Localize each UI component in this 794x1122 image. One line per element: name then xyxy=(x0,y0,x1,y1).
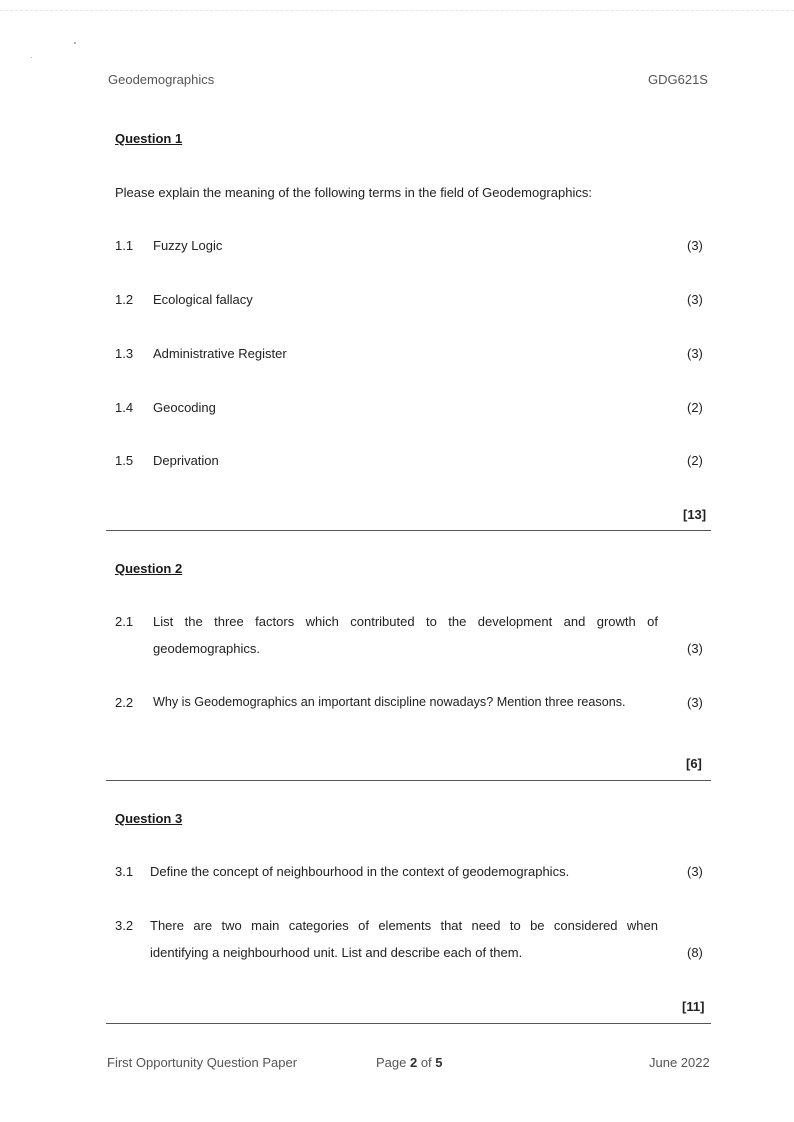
question-1-total: [13] xyxy=(683,507,707,522)
scan-speck xyxy=(74,42,76,44)
item-text: Deprivation xyxy=(153,453,219,468)
item-text: There are two main categories of elements that need to be considered when xyxy=(150,918,658,933)
page-of: of xyxy=(417,1055,436,1070)
question-2-total: [6] xyxy=(686,756,702,771)
item-text: Administrative Register xyxy=(153,346,287,361)
page-prefix: Page xyxy=(376,1055,410,1070)
item-number: 3.1 xyxy=(115,864,134,879)
item-text: List the three factors which contributed to the development and growth of xyxy=(153,614,658,629)
item-marks: (3) xyxy=(687,641,703,656)
item-marks: (2) xyxy=(687,453,703,468)
question-1-title: Question 1 xyxy=(115,131,183,146)
page-current: 2 xyxy=(409,1055,418,1070)
question-3-title: Question 3 xyxy=(115,811,183,826)
course-title: Geodemographics xyxy=(108,72,215,87)
item-number: 1.1 xyxy=(115,238,134,253)
footer-date: June 2022 xyxy=(649,1055,710,1070)
item-number: 1.2 xyxy=(115,292,134,307)
item-marks: (8) xyxy=(687,945,703,960)
item-marks: (2) xyxy=(687,400,703,415)
section-divider xyxy=(106,530,711,531)
item-marks: (3) xyxy=(687,292,703,307)
section-divider xyxy=(106,1023,711,1024)
item-number: 2.1 xyxy=(115,614,134,629)
question-3-total: [11] xyxy=(682,999,705,1014)
item-marks: (3) xyxy=(687,864,703,879)
item-text-continued: geodemographics. xyxy=(153,641,260,656)
item-marks: (3) xyxy=(687,695,703,710)
item-number: 1.3 xyxy=(115,346,134,361)
item-text-continued: identifying a neighbourhood unit. List and describe each of them. xyxy=(150,945,523,960)
question-2-title: Question 2 xyxy=(115,561,183,576)
section-divider xyxy=(106,780,711,781)
item-number: 1.4 xyxy=(115,400,134,415)
scan-edge-line xyxy=(0,10,794,12)
item-text: Ecological fallacy xyxy=(153,292,253,307)
item-marks: (3) xyxy=(687,346,703,361)
course-code: GDG621S xyxy=(648,72,708,87)
footer-paper-type: First Opportunity Question Paper xyxy=(107,1055,298,1070)
item-number: 3.2 xyxy=(115,918,134,933)
item-text: Fuzzy Logic xyxy=(153,238,223,253)
item-marks: (3) xyxy=(687,238,703,253)
page-total: 5 xyxy=(435,1055,443,1070)
item-text: Define the concept of neighbourhood in the context of geodemographics. xyxy=(150,864,570,879)
scan-speck xyxy=(31,57,32,58)
item-number: 2.2 xyxy=(115,695,134,710)
question-1-intro: Please explain the meaning of the following terms in the field of Geodemographics: xyxy=(115,185,592,200)
page-number xyxy=(376,1055,443,1070)
item-text: Why is Geodemographics an important discipline nowadays? Mention three reasons. xyxy=(153,695,626,709)
item-number: 1.5 xyxy=(115,453,134,468)
item-text: Geocoding xyxy=(153,400,216,415)
